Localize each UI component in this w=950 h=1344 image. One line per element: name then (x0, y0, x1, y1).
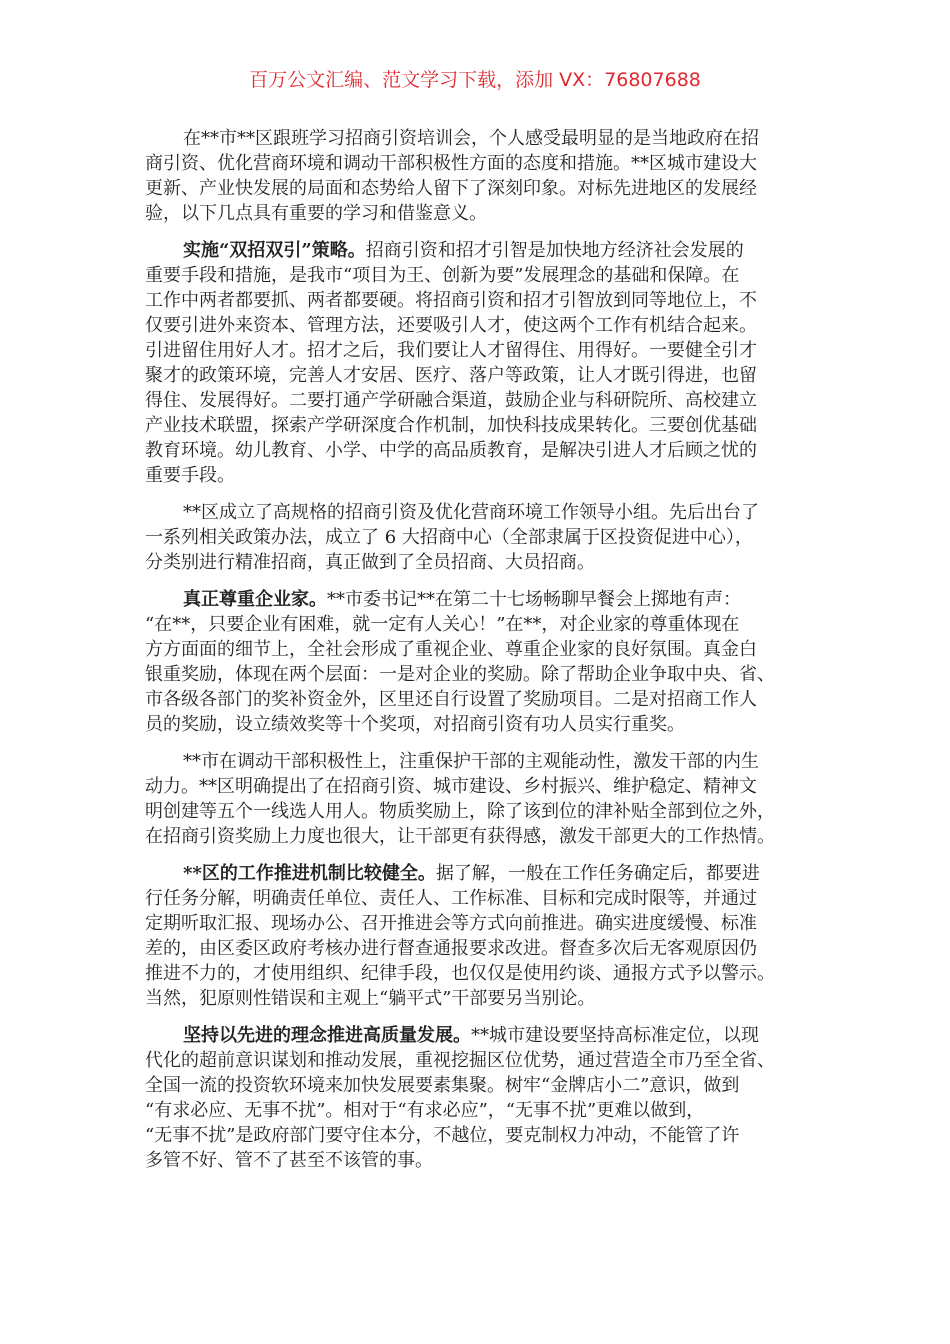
line-text: 工作中两者都要抓、两者都要硬。将招商引资和招才引智放到同等地位上，不 (145, 290, 757, 311)
line-text: 产业技术联盟，探索产学研深度合作机制，加快科技成果转化。三要创优基础 (145, 415, 757, 436)
line-text: 推进不力的，才使用组织、纪律手段，也仅仅是使用约谈、通报方式予以警示。 (145, 963, 775, 984)
line-text: **市在调动干部积极性上，注重保护干部的主观能动性，激发干部的内生 (183, 751, 759, 772)
paragraph-heading: 坚持以先进的理念推进高质量发展。 (183, 1025, 471, 1046)
line-text: 商引资、优化营商环境和调动干部积极性方面的态度和措施。**区城市建设大 (145, 153, 757, 174)
line-text: 银重奖励，体现在两个层面：一是对企业的奖励。除了帮助企业争取中央、省、 (145, 664, 775, 685)
line-text: **市委书记**在第二十七场畅聊早餐会上掷地有声： (327, 589, 741, 610)
paragraph (145, 500, 815, 575)
paragraph-heading: **区的工作推进机制比较健全。 (183, 863, 436, 884)
line-text: 在招商引资奖励上力度也很大，让干部更有获得感，激发干部更大的工作热情。 (145, 826, 775, 847)
text-line (145, 463, 815, 488)
text-line (145, 1048, 815, 1073)
text-line (145, 637, 815, 662)
line-text: 代化的超前意识谋划和推动发展，重视挖掘区位优势，通过营造全市乃至全省、 (145, 1050, 775, 1071)
text-line (145, 687, 815, 712)
paragraph (145, 749, 815, 849)
text-line (145, 525, 815, 550)
line-text: 定期听取汇报、现场办公、召开推进会等方式向前推进。确实进度缓慢、标准 (145, 913, 757, 934)
text-line (145, 201, 815, 226)
text-line (145, 288, 815, 313)
text-line (145, 936, 815, 961)
text-line (145, 176, 815, 201)
text-line (145, 438, 815, 463)
document-body (145, 126, 815, 1185)
text-line (145, 712, 815, 737)
line-text: 方方面面的细节上，全社会形成了重视企业、尊重企业家的良好氛围。真金白 (145, 639, 757, 660)
text-line (145, 313, 815, 338)
line-text: 在**市**区跟班学习招商引资培训会，个人感受最明显的是当地政府在招 (183, 128, 759, 149)
text-line (145, 1073, 815, 1098)
line-text: 当然，犯原则性错误和主观上“躺平式”干部要另当别论。 (145, 988, 596, 1009)
text-line (145, 413, 815, 438)
text-line (145, 1023, 815, 1048)
text-line (145, 774, 815, 799)
text-line (145, 662, 815, 687)
line-text: 引进留住用好人才。招才之后，我们要让人才留得住、用得好。一要健全引才 (145, 340, 757, 361)
line-text: 差的，由区委区政府考核办进行督查通报要求改进。督查多次后无客观原因仍 (145, 938, 757, 959)
line-text: 员的奖励，设立绩效奖等十个奖项，对招商引资有功人员实行重奖。 (145, 714, 685, 735)
text-line (145, 749, 815, 774)
paragraph (145, 587, 815, 737)
paragraph-heading: 实施“双招双引”策略。 (183, 240, 366, 261)
line-text: 重要手段。 (145, 465, 235, 486)
line-text: 聚才的政策环境，完善人才安居、医疗、落户等政策，让人才既引得进，也留 (145, 365, 757, 386)
text-line (145, 986, 815, 1011)
text-line (145, 961, 815, 986)
text-line (145, 238, 815, 263)
text-line (145, 587, 815, 612)
text-line (145, 388, 815, 413)
text-line (145, 363, 815, 388)
text-line (145, 151, 815, 176)
line-text: 重要手段和措施，是我市“项目为王、创新为要”发展理念的基础和保障。在 (145, 265, 740, 286)
line-text: “在**，只要企业有困难，就一定有人关心！”在**，对企业家的尊重体现在 (145, 614, 740, 635)
line-text: 仅要引进外来资本、管理方法，还要吸引人才，使这两个工作有机结合起来。 (145, 315, 757, 336)
paragraph (145, 126, 815, 226)
line-text: “有求必应、无事不扰”。相对于“有求必应”，“无事不扰”更难以做到， (145, 1100, 705, 1121)
text-line (145, 861, 815, 886)
line-text: 市各级各部门的奖补资金外，区里还自行设置了奖励项目。二是对招商工作人 (145, 689, 757, 710)
line-text: 招商引资和招才引智是加快地方经济社会发展的 (365, 240, 744, 261)
line-text: 一系列相关政策办法，成立了 6 大招商中心（全部隶属于区投资促进中心）， (145, 527, 753, 548)
line-text: 教育环境。幼儿教育、小学、中学的高品质教育，是解决引进人才后顾之忧的 (145, 440, 757, 461)
text-line (145, 263, 815, 288)
text-line (145, 1098, 815, 1123)
line-text: **城市建设要坚持高标准定位，以现 (471, 1025, 759, 1046)
line-text: 行任务分解，明确责任单位、责任人、工作标准、目标和完成时限等，并通过 (145, 888, 757, 909)
text-line (145, 126, 815, 151)
paragraph (145, 861, 815, 1011)
text-line (145, 500, 815, 525)
line-text: 据了解，一般在工作任务确定后，都要进 (435, 863, 760, 884)
line-text: 分类别进行精准招商，真正做到了全员招商、大员招商。 (145, 552, 595, 573)
paragraph (145, 238, 815, 488)
watermark-header: 百万公文汇编、范文学习下载，添加 VX：76807688 (249, 69, 701, 91)
text-line (145, 612, 815, 637)
line-text: “无事不扰”是政府部门要守住本分，不越位，要克制权力冲动，不能管了许 (145, 1125, 740, 1146)
text-line (145, 338, 815, 363)
paragraph-heading: 真正尊重企业家。 (183, 589, 327, 610)
line-text: 明创建等五个一线选人用人。物质奖励上，除了该到位的津补贴全部到位之外， (145, 801, 775, 822)
text-line (145, 799, 815, 824)
text-line (145, 824, 815, 849)
line-text: **区成立了高规格的招商引资及优化营商环境工作领导小组。先后出台了 (183, 502, 759, 523)
text-line (145, 886, 815, 911)
line-text: 得住、发展得好。二要打通产学研融合渠道，鼓励企业与科研院所、高校建立 (145, 390, 757, 411)
text-line (145, 1123, 815, 1148)
line-text: 多管不好、管不了甚至不该管的事。 (145, 1150, 433, 1171)
line-text: 更新、产业快发展的局面和态势给人留下了深刻印象。对标先进地区的发展经 (145, 178, 757, 199)
text-line (145, 1148, 815, 1173)
line-text: 全国一流的投资软环境来加快发展要素集聚。树牢“金牌店小二”意识，做到 (145, 1075, 740, 1096)
paragraph (145, 1023, 815, 1173)
text-line (145, 911, 815, 936)
line-text: 验，以下几点具有重要的学习和借鉴意义。 (145, 203, 487, 224)
text-line (145, 550, 815, 575)
line-text: 动力。**区明确提出了在招商引资、城市建设、乡村振兴、维护稳定、精神文 (145, 776, 757, 797)
